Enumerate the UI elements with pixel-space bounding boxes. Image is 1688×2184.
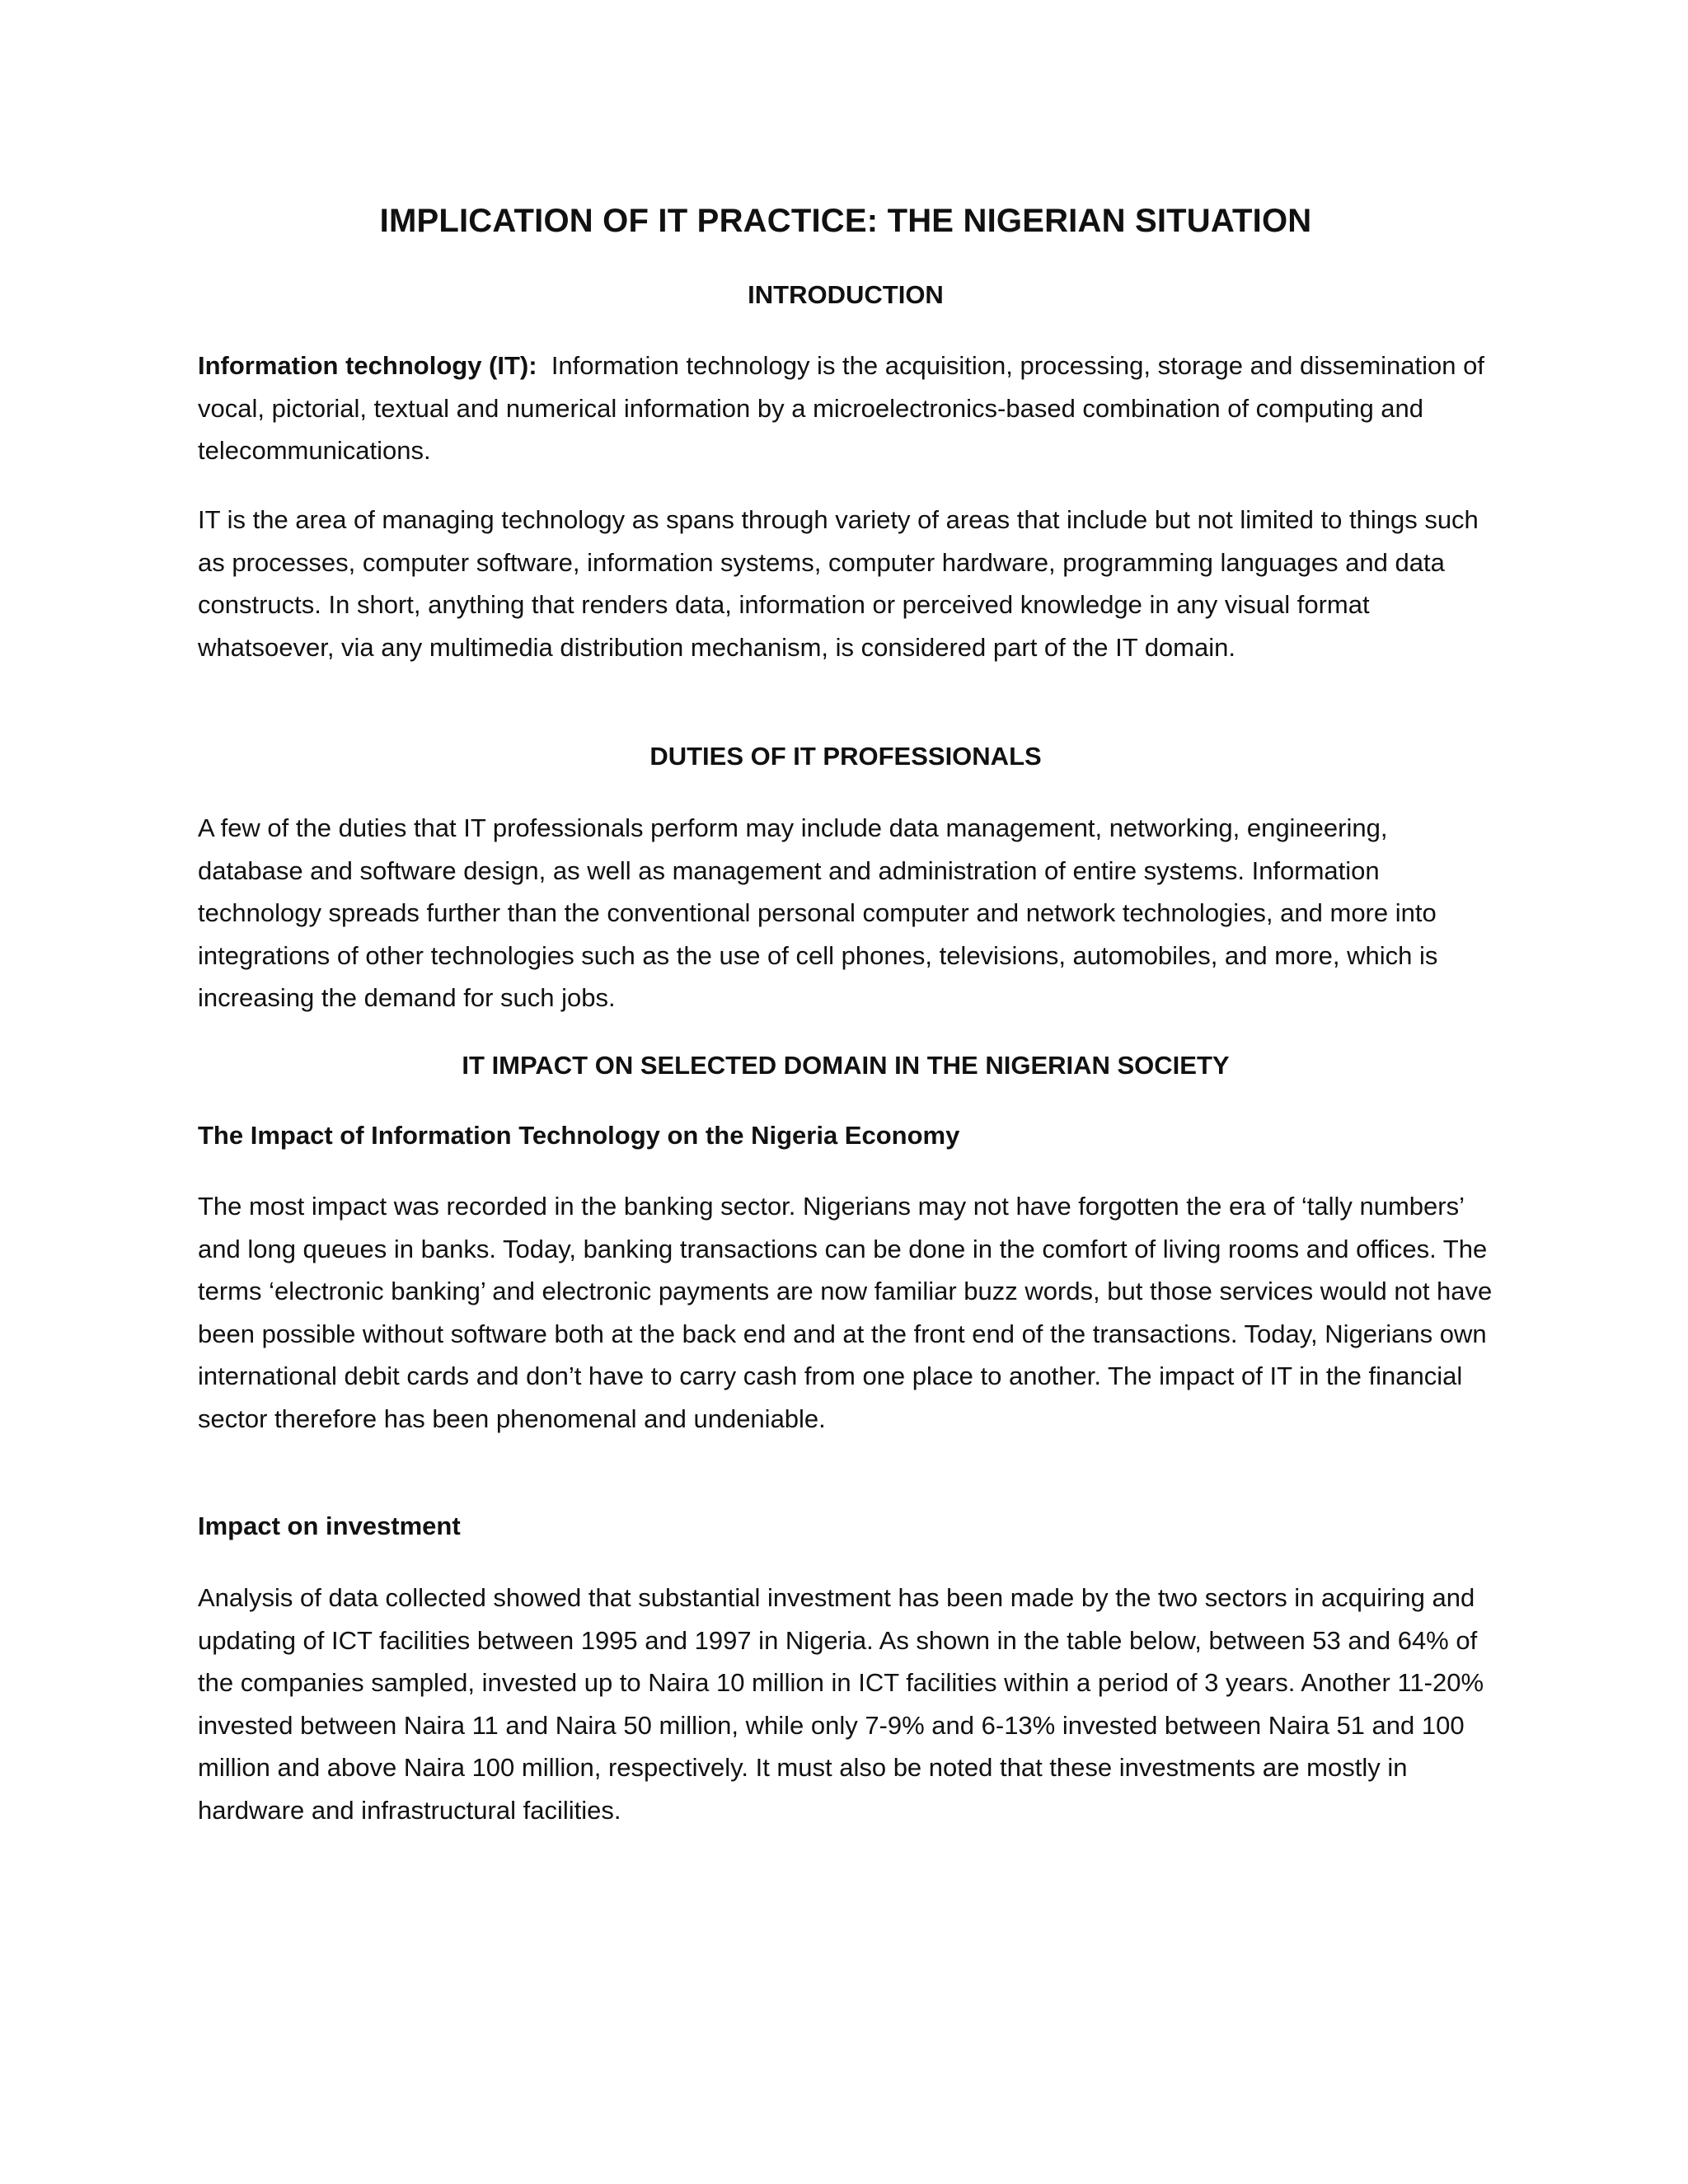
impact-heading: IT IMPACT ON SELECTED DOMAIN IN THE NIGERIAN SOCIETY	[462, 1051, 1230, 1080]
document-title: IMPLICATION OF IT PRACTICE: THE NIGERIAN SITUATION	[379, 203, 1312, 239]
introduction-paragraph-1	[198, 344, 1493, 472]
it-definition-text: Information technology is the acquisition, processing, storage and dissemination of vocal, pictorial, textual and numerical information by a microelectronics-based combination of computing and telecommunications.	[198, 351, 1484, 465]
investment-subheading: Impact on investment	[198, 1511, 461, 1540]
economy-paragraph: The most impact was recorded in the banking sector. Nigerians may not have forgotten the era of ‘tally numbers’ and long queues in banks. Today, banking transactions can be done in the comfort of living rooms and offices. The terms ‘electronic banking’ and electronic payments are now familiar buzz words, but those services would not have been possible without software both at the back end and at the front end of the transactions. Today, Nigerians own international debit cards and don’t have to carry cash from one place to another. The impact of IT in the financial sector therefore has been phenomenal and undeniable.	[198, 1192, 1493, 1433]
duties-paragraph: A few of the duties that IT professionals perform may include data management, networking, engineering, database and software design, as well as management and administration of entire systems. Information technology spreads further than the conventional personal computer and network technologies, and more into integrations of other technologies such as the use of cell phones, televisions, automobiles, and more, which is increasing the demand for such jobs.	[198, 813, 1438, 1012]
introduction-paragraph-2: IT is the area of managing technology as spans through variety of areas that include but not limited to things such as processes, computer software, information systems, computer hardware, programming languages and data constructs. In short, anything that renders data, information or perceived knowledge in any visual format whatsoever, via any multimedia distribution mechanism, is considered part of the IT domain.	[198, 505, 1479, 662]
it-definition-term: Information technology (IT):	[198, 351, 537, 380]
economy-subheading: The Impact of Information Technology on the Nigeria Economy	[198, 1121, 960, 1150]
investment-paragraph: Analysis of data collected showed that substantial investment has been made by the two sectors in acquiring and updating of ICT facilities between 1995 and 1997 in Nigeria. As shown in the table below, between 53 and 64% of the companies sampled, invested up to Naira 10 million in ICT facilities within a period of 3 years. Another 11-20% invested between Naira 11 and Naira 50 million, while only 7-9% and 6-13% invested between Naira 51 and 100 million and above Naira 100 million, respectively. It must also be noted that these investments are mostly in hardware and infrastructural facilities.	[198, 1583, 1484, 1825]
introduction-heading: INTRODUCTION	[748, 280, 944, 309]
duties-heading: DUTIES OF IT PROFESSIONALS	[649, 742, 1042, 771]
